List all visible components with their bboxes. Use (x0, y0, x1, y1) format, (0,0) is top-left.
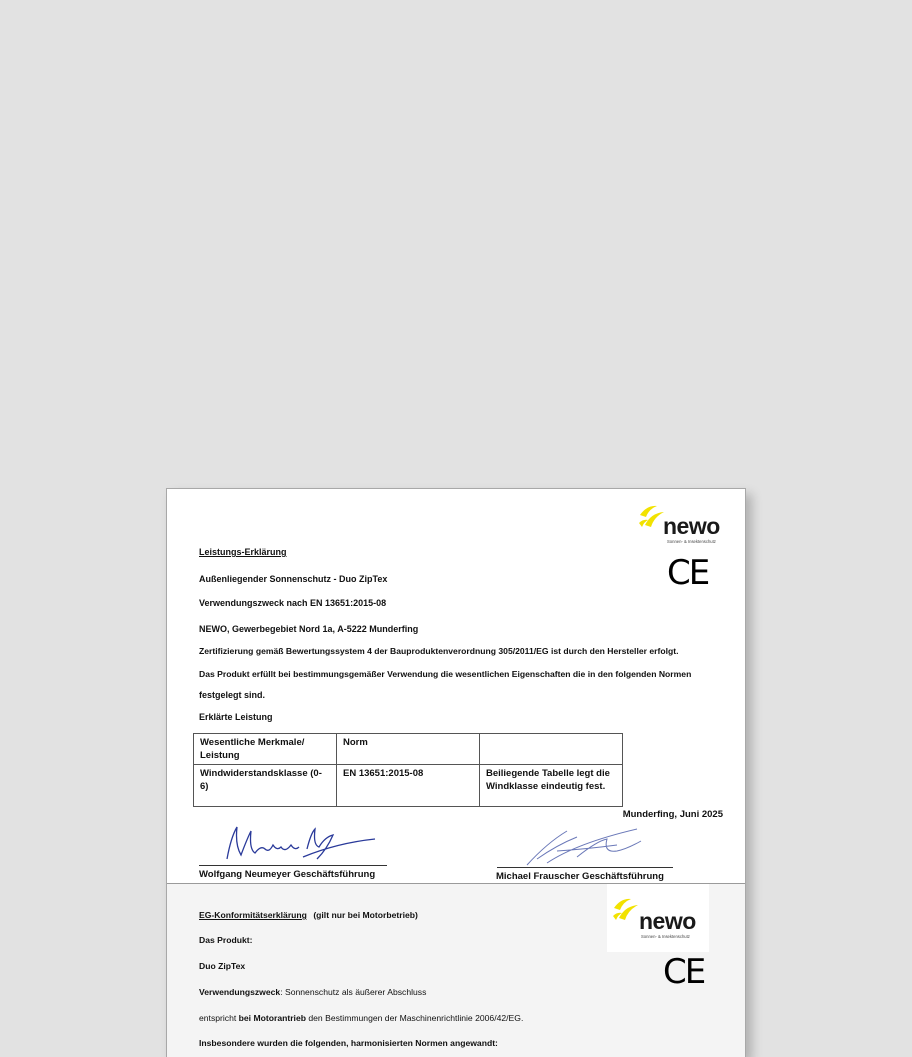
logo-tagline: Sonnen- & Insektenschutz (641, 934, 690, 939)
ec-standards-line: Insbesondere wurden die folgenden, harmonisierten Normen angewandt: (199, 1038, 498, 1048)
ec-title-note: (gilt nur bei Motorbetrieb) (313, 910, 418, 920)
place-date: Munderfing, Juni 2025 (622, 809, 723, 820)
table-header-row (194, 734, 623, 765)
ec-directive-bold: bei Motorantrieb (238, 1013, 306, 1023)
signature-line-1 (199, 865, 387, 866)
logo-tagline: Sonnen- & Insektenschutz (667, 539, 716, 544)
purpose-line: Verwendungszweck nach EN 13651:2015-08 (199, 598, 387, 608)
ec-directive-line (199, 1013, 523, 1023)
ce-mark-2: CE (663, 952, 705, 992)
table-header-cell (480, 734, 623, 765)
ec-purpose-label: Verwendungszweck (199, 987, 281, 997)
logo-wordmark: newo (639, 908, 696, 934)
performance-table (193, 733, 623, 807)
ec-directive-prefix: entspricht (199, 1013, 239, 1023)
signatory-1: Wolfgang Neumeyer Geschäftsführung (199, 869, 376, 880)
ec-product-name: Duo ZipTex (199, 961, 246, 971)
certification-line: Zertifizierung gemäß Bewertungssystem 4 der Bauproduktenverordnung 305/2011/EG ist durch den Hersteller erfolgt. (199, 646, 679, 656)
newo-logo (637, 501, 737, 545)
newo-logo-2 (607, 884, 709, 952)
document-sheet (166, 488, 746, 1057)
signatory-2: Michael Frauscher Geschäftsführung (496, 871, 664, 882)
table-cell: Windwiderstandsklasse (0-6) (194, 765, 337, 807)
table-header-cell: Wesentliche Merkmale/ Leistung (194, 734, 337, 765)
signature-neumeyer (207, 819, 387, 869)
ce-mark: CE (667, 553, 709, 593)
ec-directive-suffix: den Bestimmungen der Maschinenrichtlinie 2006/42/EG. (305, 1013, 524, 1023)
performance-heading: Erklärte Leistung (199, 712, 273, 722)
ec-product-label: Das Produkt: (199, 935, 253, 945)
table-row (194, 765, 623, 807)
ec-title-line (199, 910, 418, 920)
table-header-cell: Norm (337, 734, 480, 765)
manufacturer-line: NEWO, Gewerbegebiet Nord 1a, A-5222 Munderfing (199, 624, 419, 634)
logo-wordmark: newo (663, 513, 720, 539)
product-line: Außenliegender Sonnenschutz - Duo ZipTex (199, 574, 388, 584)
table-cell: Beiliegende Tabelle legt die Windklasse eindeutig fest. (480, 765, 623, 807)
conformity-line-2: festgelegt sind. (199, 690, 266, 700)
performance-declaration-section (167, 489, 745, 883)
conformity-line-1: Das Produkt erfüllt bei bestimmungsgemäßer Verwendung die wesentlichen Eigenschaften die in den folgenden Normen (199, 669, 692, 679)
signature-frauscher (517, 823, 657, 869)
ec-conformity-section (167, 883, 745, 1057)
declaration-title: Leistungs-Erklärung (199, 547, 287, 557)
ec-title: EG-Konformitätserklärung (199, 910, 307, 920)
ec-purpose-value: : Sonnenschutz als äußerer Abschluss (280, 987, 427, 997)
signature-line-2 (497, 867, 673, 868)
ec-purpose-line (199, 987, 426, 997)
table-cell: EN 13651:2015-08 (337, 765, 480, 807)
